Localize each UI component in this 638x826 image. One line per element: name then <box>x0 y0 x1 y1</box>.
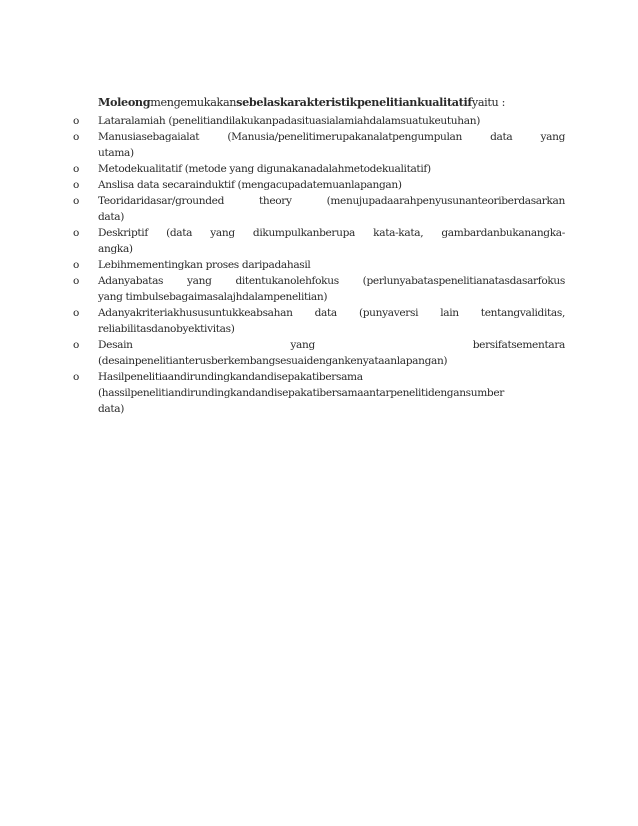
list-item <box>73 193 565 225</box>
bullet-marker: o <box>73 115 80 127</box>
bullet-marker: o <box>73 371 80 383</box>
intro-paragraph <box>98 94 565 111</box>
list-item <box>73 225 565 257</box>
intro-author: Moleong <box>98 95 151 109</box>
list-item-line: utama) <box>98 147 134 159</box>
bullet-marker: o <box>73 227 80 239</box>
list-item <box>73 113 565 129</box>
list-item <box>73 305 565 337</box>
list-item-line: data) <box>98 403 125 415</box>
list-item-line: (hassilpenelitiandirundingkandandisepakatibersamaantarpenelitidengansumber <box>98 387 504 399</box>
list-item-line: yang timbulsebagaimasalajhdalampenelitian) <box>98 291 328 303</box>
list-item-line: Lebihmementingkan proses daripadahasil <box>98 259 311 271</box>
list-item-line: Teoridaridasar/grounded theory (menujupadaarahpenyusunanteoriberdasarkan <box>98 195 565 207</box>
list-item-line: Metodekualitatif (metode yang digunakanadalahmetodekualitatif) <box>98 163 431 175</box>
list-item <box>73 257 565 273</box>
document-body <box>73 94 565 417</box>
list-item-line: Lataralamiah (penelitiandilakukanpadasituasialamiahdalamsuatukeutuhan) <box>98 115 480 127</box>
list-item-line: Hasilpenelitiaandirundingkandandisepakatibersama <box>98 371 363 383</box>
bullet-marker: o <box>73 163 80 175</box>
list-item <box>73 337 565 369</box>
bullet-marker: o <box>73 179 80 191</box>
list-item-line: Manusiasebagaialat (Manusia/penelitimerupakanalatpengumpulan data yang <box>98 131 565 143</box>
list-item-line: Desain yang bersifatsementara <box>98 339 565 351</box>
list-item <box>73 369 565 417</box>
bullet-marker: o <box>73 275 80 287</box>
intro-middle: mengemukakan <box>150 96 237 109</box>
bullet-marker: o <box>73 195 80 207</box>
list-item-line: (desainpenelitianterusberkembangsesuaidengankenyataanlapangan) <box>98 355 448 367</box>
intro-tail: yaitu : <box>471 96 506 109</box>
list-item <box>73 129 565 161</box>
intro-emphasis: sebelaskarakteristikpenelitiankualitatif <box>236 95 472 109</box>
list-item-line: Deskriptif (data yang dikumpulkanberupa kata-kata, gambardanbukanangka- <box>98 227 565 239</box>
list-item-line: data) <box>98 211 125 223</box>
list-item-line: angka) <box>98 243 133 255</box>
list-item-line: Adanyakriteriakhususuntukkeabsahan data (punyaversi lain tentangvaliditas, <box>98 307 565 319</box>
bullet-marker: o <box>73 307 80 319</box>
list-item <box>73 161 565 177</box>
list-item-line: reliabilitasdanobyektivitas) <box>98 323 235 335</box>
bullet-marker: o <box>73 339 80 351</box>
list-item-line: Adanyabatas yang ditentukanolehfokus (perlunyabataspenelitianatasdasarfokus <box>98 275 565 287</box>
list-item <box>73 273 565 305</box>
bullet-marker: o <box>73 259 80 271</box>
bullet-marker: o <box>73 131 80 143</box>
list-item <box>73 177 565 193</box>
list-item-line: Anslisa data secarainduktif (mengacupadatemuanlapangan) <box>98 179 402 191</box>
characteristics-list <box>73 113 565 417</box>
